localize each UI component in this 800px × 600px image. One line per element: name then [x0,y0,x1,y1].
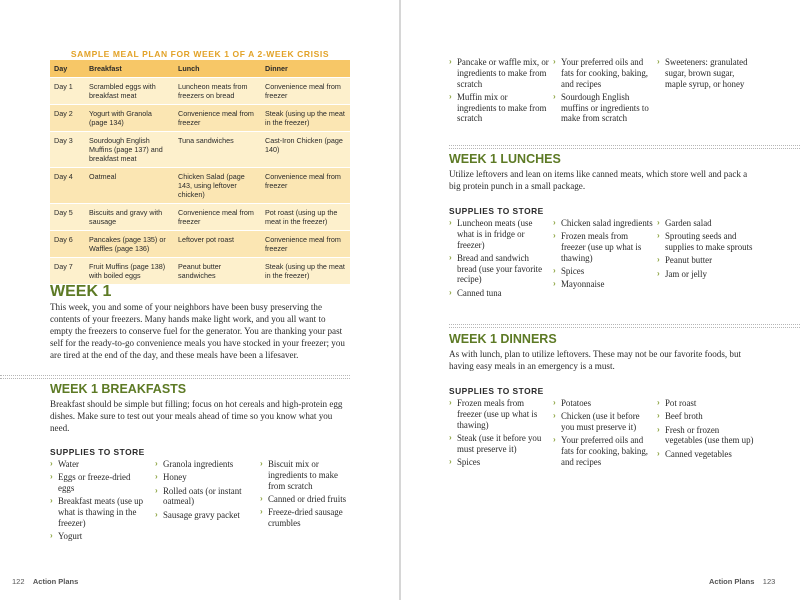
breakfasts-supplies-col3 [260,459,355,531]
footer [12,577,78,586]
chevron-right-icon: › [155,472,158,482]
chevron-right-icon: › [449,218,452,227]
list-item: › Sweeteners: granulated sugar, brown sugar, maple syrup, or honey [657,57,748,89]
chevron-right-icon: › [260,507,263,517]
breakfasts-supplies-heading: SUPPLIES TO STORE [50,447,145,457]
chevron-right-icon: › [553,218,556,227]
table-cell: Day 2 [50,105,85,132]
week1-body: This week, you and some of your neighbors have been busy preserving the contents of your freezers. Many hands make light work, and you all want to empty the freezers to conserve fuel for the generator. You are thanking your past self for the ready-to-go convenience meals you have stocked in your freezer; you are tired at the end of the day, and these meals have been a lifesaver. [50,302,345,360]
list-item: › Breakfast meats (use up what is thawing in the freezer) [50,496,144,528]
list-item: › Biscuit mix or ingredients to make from scratch [260,459,338,491]
table-row [50,231,350,258]
table-cell: Oatmeal [85,168,174,204]
list-item: › Garden salad [657,218,712,228]
dinners-body: As with lunch, plan to utilize leftovers. These may not be our favorite foods, but having easy meals in an emergency is a must. [449,349,742,371]
list-item: › Chicken (use it before you must preserve it) [553,411,640,433]
chevron-right-icon: › [657,57,660,66]
list-item: › Canned or dried fruits [260,493,347,504]
table-cell: Sourdough English Muffins (page 137) and breakfast meat [85,132,174,168]
chevron-right-icon: › [260,493,263,503]
page-number: 123 [762,577,776,586]
column-header: Lunch [174,60,261,78]
list-item: › Fresh or frozen vegetables (use them up) [657,424,754,446]
table-cell: Steak (using up the meat in the freezer) [261,105,350,132]
chevron-right-icon: › [260,459,263,468]
breakfasts-supplies-col1 [50,459,148,545]
list-item: › Eggs or freeze-dried eggs [50,472,131,494]
chevron-right-icon: › [155,485,158,495]
table-cell: Convenience meal from freezer [261,231,350,258]
chevron-right-icon: › [50,496,53,506]
table-cell: Day 4 [50,168,85,204]
chevron-right-icon: › [449,432,452,442]
list-item: › Potatoes [553,398,592,408]
chevron-right-icon: › [657,231,660,241]
list-item: › Sourdough English muffins or ingredients to make from scratch [553,91,649,124]
list-item: › Pot roast [657,398,697,408]
table-cell: Day 7 [50,258,85,285]
chevron-right-icon: › [50,472,53,482]
table-cell: Pot roast (using up the meat in the freezer) [261,204,350,231]
table-cell: Leftover pot roast [174,231,261,258]
chevron-right-icon: › [449,57,452,66]
list-item: › Your preferred oils and fats for cooking, baking, and recipes [553,435,649,467]
table-cell: Tuna sandwiches [174,132,261,168]
chevron-right-icon: › [449,398,452,407]
list-item: › Sprouting seeds and supplies to make sprouts [657,231,753,253]
lunches-body: Utilize leftovers and lean on items like canned meats, which store well and pack a big protein punch in a small package. [449,169,748,191]
table-row [50,204,350,231]
table-cell: Chicken Salad (page 143, using leftover chicken) [174,168,261,204]
list-item: › Spices [449,456,481,467]
table-cell: Fruit Muffins (page 138) with boiled eggs [85,258,174,285]
table-cell: Convenience meal from freezer [261,168,350,204]
footer [709,577,775,586]
table-cell: Day 1 [50,78,85,105]
meal-plan-table-title: SAMPLE MEAL PLAN FOR WEEK 1 OF A 2-WEEK CRISIS [70,49,330,59]
list-item: › Beef broth [657,411,703,422]
footer-section: Action Plans [709,577,755,586]
lunches-supplies-heading: SUPPLIES TO STORE [449,206,544,216]
footer-section: Action Plans [32,577,79,586]
list-item: › Freeze-dried sausage crumbles [260,507,343,528]
table-row [50,132,350,168]
chevron-right-icon: › [657,255,660,265]
week1-heading: WEEK 1 [50,283,112,300]
chevron-right-icon: › [449,91,452,101]
dinners-supplies-col2 [553,398,653,470]
chevron-right-icon: › [657,411,660,421]
table-row [50,78,350,105]
table-cell: Luncheon meats from freezers on bread [174,78,261,105]
lunches-supplies-col1 [449,218,549,301]
list-item: › Your preferred oils and fats for cooking, baking, and recipes [553,57,649,89]
table-cell: Scrambled eggs with breakfast meat [85,78,174,105]
list-item: › Bread and sandwich bread (use your favorite recipe) [449,252,543,285]
list-item: › Luncheon meats (use what is in fridge or freezer) [449,218,533,250]
breakfasts-heading: WEEK 1 BREAKFASTS [50,382,187,396]
list-item: › Frozen meals from freezer (use up what is thawing) [449,398,538,430]
section-divider [449,324,800,328]
list-item: › Canned tuna [449,287,502,298]
list-item: › Jam or jelly [657,268,707,279]
section-divider [449,145,800,149]
table-cell: Day 3 [50,132,85,168]
section-divider [0,375,350,379]
chevron-right-icon: › [553,231,556,241]
list-item: › Canned vegetables [657,448,732,459]
chevron-right-icon: › [553,435,556,445]
column-header: Breakfast [85,60,174,78]
chevron-right-icon: › [50,531,53,541]
table-cell: Convenience meal from freezer [174,204,261,231]
breakfasts-supplies-col2 [155,459,253,523]
chevron-right-icon: › [553,266,556,276]
chevron-right-icon: › [50,459,53,468]
chevron-right-icon: › [449,287,452,297]
list-item: › Muffin mix or ingredients to make from scratch [449,91,547,124]
table-row [50,168,350,204]
chevron-right-icon: › [657,448,660,458]
dinners-heading: WEEK 1 DINNERS [449,332,557,346]
table-cell: Steak (using up the meat in the freezer) [261,258,350,285]
table-cell: Convenience meal from freezer [261,78,350,105]
breakfasts-supplies-col3-cont [657,57,757,92]
chevron-right-icon: › [553,411,556,421]
chevron-right-icon: › [657,424,660,434]
page-number: 122 [12,577,25,586]
table-cell: Cast-Iron Chicken (page 140) [261,132,350,168]
table-cell: Pancakes (page 135) or Waffles (page 136) [85,231,174,258]
chevron-right-icon: › [553,398,556,407]
list-item: › Yogurt [50,531,83,542]
list-item: › Steak (use it before you must preserve it) [449,432,542,454]
list-item: › Pancake or waffle mix, or ingredients to make from scratch [449,57,549,89]
lunches-supplies-col3 [657,218,757,282]
table-cell: Day 6 [50,231,85,258]
table-cell: Day 5 [50,204,85,231]
column-header: Dinner [261,60,350,78]
list-item: › Mayonnaise [553,279,605,290]
list-item: › Water [50,459,79,469]
table-cell: Yogurt with Granola (page 134) [85,105,174,132]
chevron-right-icon: › [657,268,660,278]
breakfasts-body: Breakfast should be simple but filling; focus on hot cereals and high-protein egg dishes. Make sure to test out your meals ahead of time so you know what you need. [50,399,343,433]
chevron-right-icon: › [553,279,556,289]
chevron-right-icon: › [657,398,660,407]
list-item: › Sausage gravy packet [155,509,240,520]
list-item: › Rolled oats (or instant oatmeal) [155,485,242,507]
dinners-supplies-col1 [449,398,549,470]
table-header-row [50,60,350,78]
table-cell: Convenience meal from freezer [174,105,261,132]
list-item: › Peanut butter [657,255,713,266]
table-cell: Peanut butter sandwiches [174,258,261,285]
list-item: › Spices [553,266,585,277]
dinners-supplies-heading: SUPPLIES TO STORE [449,386,544,396]
table-row [50,105,350,132]
breakfasts-supplies-col1-cont [449,57,549,127]
lunches-heading: WEEK 1 LUNCHES [449,152,561,166]
list-item: › Frozen meals from freezer (use up what is thawing) [553,231,642,263]
table-row [50,258,350,285]
breakfasts-supplies-col2-cont [553,57,653,127]
chevron-right-icon: › [657,218,660,227]
lunches-supplies-col2 [553,218,653,293]
chevron-right-icon: › [155,509,158,519]
list-item: › Granola ingredients [155,459,234,469]
list-item: › Chicken salad ingredients [553,218,653,228]
chevron-right-icon: › [449,456,452,466]
column-header: Day [50,60,85,78]
table-cell: Biscuits and gravy with sausage [85,204,174,231]
dinners-supplies-col3 [657,398,757,462]
chevron-right-icon: › [449,252,452,262]
chevron-right-icon: › [155,459,158,468]
chevron-right-icon: › [553,91,556,101]
meal-plan-table [50,60,350,284]
right-page [401,0,800,600]
list-item: › Honey [155,472,187,483]
chevron-right-icon: › [553,57,556,66]
left-page [0,0,399,600]
